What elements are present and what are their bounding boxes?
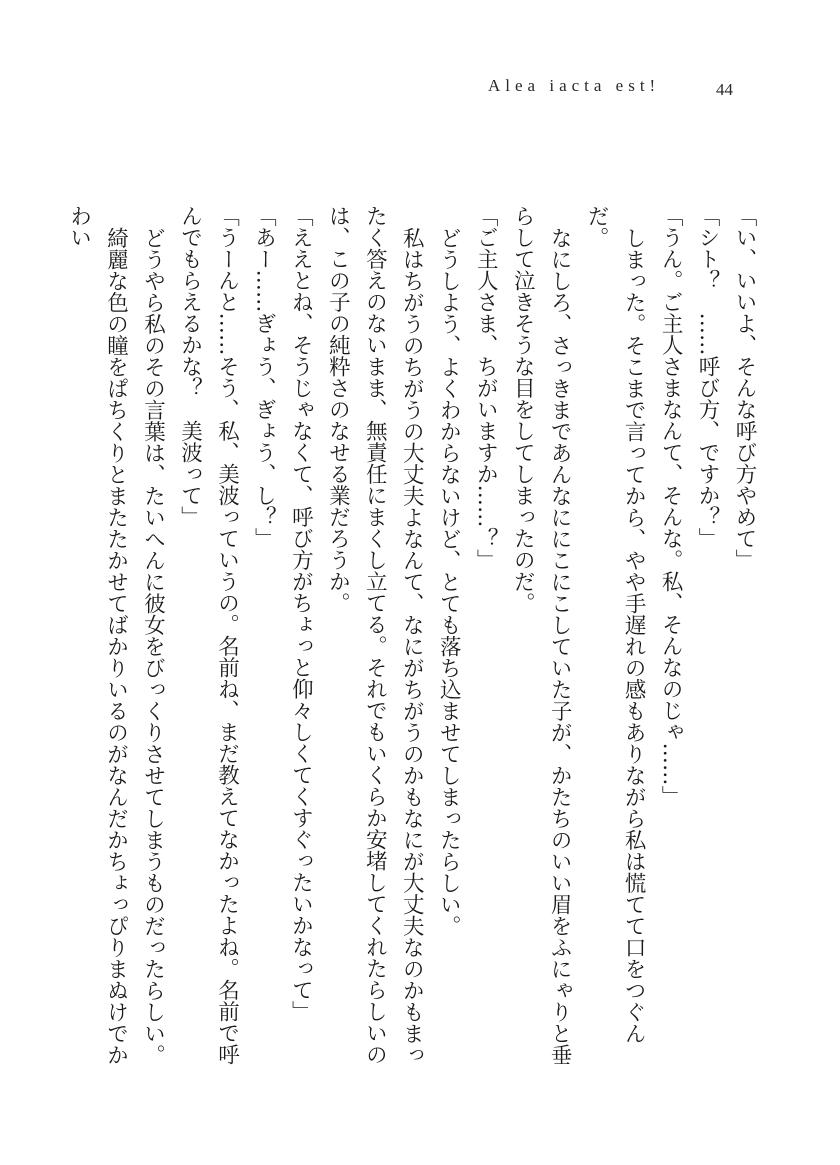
paragraph-8: 私はちがうのちがうの大丈夫よなんて、なにがちがうのかもなにが大丈夫なのかもまったく答えのないまま、無責任にまくし立てる。それでもいくらか安堵してくれたらしいのは、この子の純粋さのなせる業だろうか。 — [325, 205, 425, 1065]
body-text — [66, 205, 762, 1085]
running-title: Alea iacta est! — [488, 76, 661, 95]
paragraph-5: なにしろ、さっきまであんなににこにこしていた子が、かたちのいい眉をふにゃりと垂らして泣きそうな目をしてしまったのだ。 — [510, 205, 573, 1065]
paragraph-11: 「うーんと……そう、私、美波っていうの。名前ね、まだ教えてなかったよね。名前で呼んでもらえるかな？ 美波って」 — [177, 205, 240, 1065]
paragraph-9: 「ええとね、そうじゃなくて、呼び方がちょっと仰々しくてくすぐったいかなって」 — [288, 205, 314, 1022]
paragraph-6: 「ご主人さま、ちがいますか……？」 — [473, 205, 499, 571]
paragraph-4: しまった。そこまで言ってから、やや手遅れの感もありながら私は慌てて口をつぐんだ。 — [584, 205, 647, 1044]
paragraph-12: どうやら私のその言葉は、たいへんに彼女をびっくりさせてしまうものだったらしい。 — [140, 226, 166, 1065]
paragraph-10: 「あー……ぎょう、ぎょう、し？」 — [251, 205, 277, 549]
page-number: 44 — [716, 80, 733, 99]
paragraph-13: 綺麗な色の瞳をぱちくりとまたたかせてばかりいるのがなんだかちょっぴりまぬけでかわい — [66, 205, 129, 1065]
paragraph-2: 「シト？ ……呼び方、ですか？」 — [695, 205, 721, 549]
paragraph-3: 「うん。ご主人さまなんて、そんな。私、そんなのじゃ……」 — [658, 205, 684, 807]
paragraph-1: 「い、いいよ、そんな呼び方やめて」 — [732, 205, 757, 571]
paragraph-7: どうしよう、よくわからないけど、とても落ち込ませてしまったらしい。 — [436, 226, 462, 936]
